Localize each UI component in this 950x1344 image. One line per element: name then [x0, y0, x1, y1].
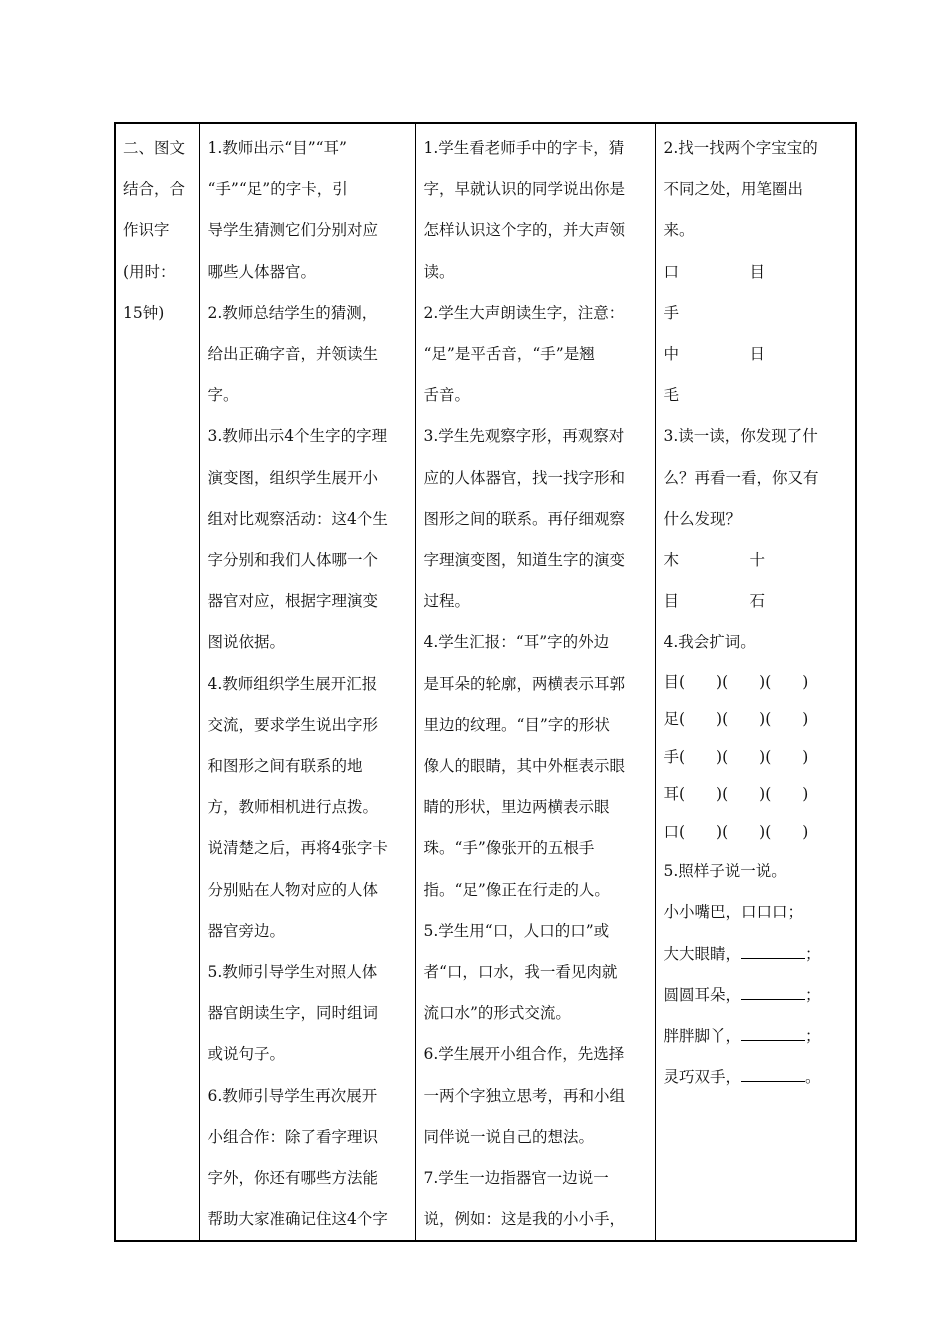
teacher-line: 1.教师出示“目”“耳”	[207, 139, 347, 157]
word-expansion-row: 耳( )( )( )	[663, 785, 809, 804]
char-item	[750, 293, 836, 334]
teacher-line: 2.教师总结学生的猜测，	[207, 303, 378, 322]
student-line: 5.学生用“口，人口的口”或	[423, 921, 610, 940]
teacher-activity-text	[200, 124, 415, 1240]
stage-line: 作识字	[123, 221, 170, 240]
teacher-line: 器官对应，根据字理演变	[207, 592, 379, 611]
student-line: 图形之间的联系。再仔细观察	[423, 509, 626, 528]
stage-line: 结合，合	[123, 180, 186, 199]
fill-in-item	[664, 1016, 848, 1057]
student-line: 是耳朵的轮廓，两横表示耳郭	[423, 674, 626, 693]
student-activity-cell	[415, 123, 655, 1241]
fill-in-item	[664, 975, 848, 1016]
teacher-line: 器官旁边。	[207, 921, 286, 940]
exercise-q4-title: 4.我会扩词。	[663, 633, 756, 652]
teacher-line: 演变图，组织学生展开小	[207, 468, 379, 487]
word-expansion-row: 口( )( )( )	[663, 822, 809, 841]
student-line: 应的人体器官，找一找字形和	[423, 468, 626, 487]
exercise-q5-items	[664, 934, 848, 1099]
exercise-q2-chars	[664, 252, 848, 417]
teacher-line: 交流，要求学生说出字形	[207, 715, 379, 734]
teacher-line: 5.教师引导学生对照人体	[207, 963, 378, 982]
stage-text	[116, 124, 199, 334]
exercise-line: 什么发现？	[663, 509, 742, 528]
teacher-line: 或说句子。	[207, 1045, 286, 1064]
exercise-text	[656, 124, 856, 1098]
student-line: 像人的眼睛，其中外框表示眼	[423, 757, 626, 776]
stage-line: 二、图文	[123, 139, 186, 157]
student-line: 字，早就认识的同学说出你是	[423, 180, 626, 199]
stage-line: (用时：	[123, 262, 176, 281]
fill-in-suffix: ；	[805, 944, 821, 963]
student-line: 睛的形状，里边两横表示眼	[423, 798, 610, 817]
char-item: 石	[749, 592, 766, 611]
student-line: 3.学生先观察字形，再观察对	[423, 427, 625, 446]
student-line: 过程。	[423, 592, 471, 611]
table-row	[115, 123, 856, 1241]
fill-in-prefix: 灵巧双手，	[663, 1068, 742, 1087]
teacher-line: 6.教师引导学生再次展开	[207, 1086, 378, 1105]
char-pair-row	[664, 375, 848, 416]
fill-in-prefix: 圆圆耳朵，	[663, 985, 742, 1004]
fill-in-prefix: 大大眼睛，	[663, 944, 742, 963]
student-line: 4.学生汇报：“耳”字的外边	[423, 633, 610, 652]
teacher-line: 组对比观察活动：这4个生	[207, 509, 388, 528]
teacher-line: 哪些人体器官。	[207, 262, 317, 281]
fill-in-blank	[741, 1026, 805, 1041]
student-line: 指。“足”像正在行走的人。	[423, 880, 610, 899]
teacher-line: 4.教师组织学生展开汇报	[207, 674, 378, 693]
stage-cell	[115, 123, 199, 1241]
student-line: 1.学生看老师手中的字卡，猜	[423, 139, 625, 157]
student-line: 读。	[423, 262, 455, 281]
char-item: 中	[663, 345, 680, 364]
student-line: 流口水”的形式交流。	[423, 1004, 571, 1023]
char-pair-row	[664, 334, 848, 375]
char-item: 毛	[663, 386, 680, 405]
teacher-line: “手”“足”的字卡，引	[207, 180, 348, 199]
exercise-line: 3.读一读，你发现了什	[663, 427, 818, 446]
teacher-line: 说清楚之后，再将4张字卡	[207, 839, 388, 858]
fill-in-prefix: 胖胖脚丫，	[663, 1026, 742, 1045]
char-pair-row	[664, 293, 848, 334]
teacher-line: 字。	[207, 386, 239, 405]
teacher-line: 小组合作：除了看字理识	[207, 1127, 379, 1146]
char-item: 十	[749, 551, 766, 570]
teacher-line: 字分别和我们人体哪一个	[207, 551, 379, 570]
student-line: 说，例如：这是我的小小手，	[423, 1210, 626, 1229]
exercise-cell	[655, 123, 856, 1241]
student-line: 字理演变图，知道生字的演变	[423, 551, 626, 570]
char-item: 目	[663, 592, 680, 611]
exercise-line: 不同之处，用笔圈出	[663, 180, 804, 199]
exercise-q2	[664, 128, 848, 252]
char-item: 木	[663, 551, 680, 570]
teacher-line: 给出正确字音，并领读生	[207, 345, 379, 364]
teacher-activity-cell	[199, 123, 415, 1241]
teacher-line: 图说依据。	[207, 633, 286, 652]
lesson-plan-table	[114, 122, 857, 1242]
fill-in-blank	[741, 985, 805, 1000]
fill-in-suffix: ；	[805, 1026, 821, 1045]
char-pair-row	[664, 581, 848, 622]
student-line: 7.学生一边指器官一边说一	[423, 1169, 609, 1188]
teacher-line: 和图形之间有联系的地	[207, 757, 363, 776]
char-item: 手	[663, 303, 680, 322]
fill-in-blank	[741, 944, 805, 959]
fill-in-item	[664, 934, 848, 975]
teacher-line: 3.教师出示4个生字的字理	[207, 427, 388, 446]
fill-in-item	[664, 1057, 848, 1098]
teacher-line: 导学生猜测它们分别对应	[207, 221, 379, 240]
student-line: 舌音。	[423, 386, 471, 405]
student-line: 一两个字独立思考，再和小组	[423, 1086, 626, 1105]
char-pair-row	[664, 252, 848, 293]
student-line: 珠。“手”像张开的五根手	[423, 839, 595, 858]
char-item: 口	[663, 262, 680, 281]
teacher-line: 分别贴在人物对应的人体	[207, 880, 379, 899]
student-line: 者“口，口水，我一看见肉就	[423, 963, 618, 982]
fill-in-suffix: ；	[805, 985, 821, 1004]
student-line: “足”是平舌音，“手”是翘	[423, 345, 595, 364]
teacher-line: 方，教师相机进行点拨。	[207, 798, 379, 817]
student-line: 同伴说一说自己的想法。	[423, 1127, 595, 1146]
student-line: 里边的纹理。“目”字的形状	[423, 715, 610, 734]
word-expansion-row: 手( )( )( )	[663, 747, 809, 766]
exercise-q5-example: 小小嘴巴，口口口；	[663, 903, 804, 922]
student-line: 2.学生大声朗读生字，注意：	[423, 303, 625, 322]
char-pair-row	[664, 540, 848, 581]
teacher-line: 帮助大家准确记住这4个字	[207, 1210, 388, 1229]
stage-line: 15钟)	[123, 303, 165, 322]
exercise-q4-rows	[664, 664, 848, 852]
exercise-q3	[664, 416, 848, 540]
char-item: 目	[749, 262, 766, 281]
teacher-line: 字外，你还有哪些方法能	[207, 1169, 379, 1188]
word-expansion-row: 目( )( )( )	[663, 672, 809, 691]
exercise-line: 么？再看一看，你又有	[663, 468, 819, 487]
student-line: 怎样认识这个字的，并大声领	[423, 221, 626, 240]
char-item: 日	[749, 345, 766, 364]
char-item	[750, 375, 836, 416]
exercise-q3-chars	[664, 540, 848, 622]
fill-in-suffix: 。	[805, 1068, 821, 1087]
teacher-line: 器官朗读生字，同时组词	[207, 1004, 379, 1023]
fill-in-blank	[741, 1067, 805, 1082]
student-activity-text	[416, 124, 655, 1240]
exercise-line: 来。	[663, 221, 695, 240]
student-line: 6.学生展开小组合作，先选择	[423, 1045, 625, 1064]
word-expansion-row: 足( )( )( )	[663, 710, 809, 729]
exercise-q5-title: 5.照样子说一说。	[663, 862, 787, 881]
exercise-line: 2.找一找两个字宝宝的	[663, 139, 818, 157]
